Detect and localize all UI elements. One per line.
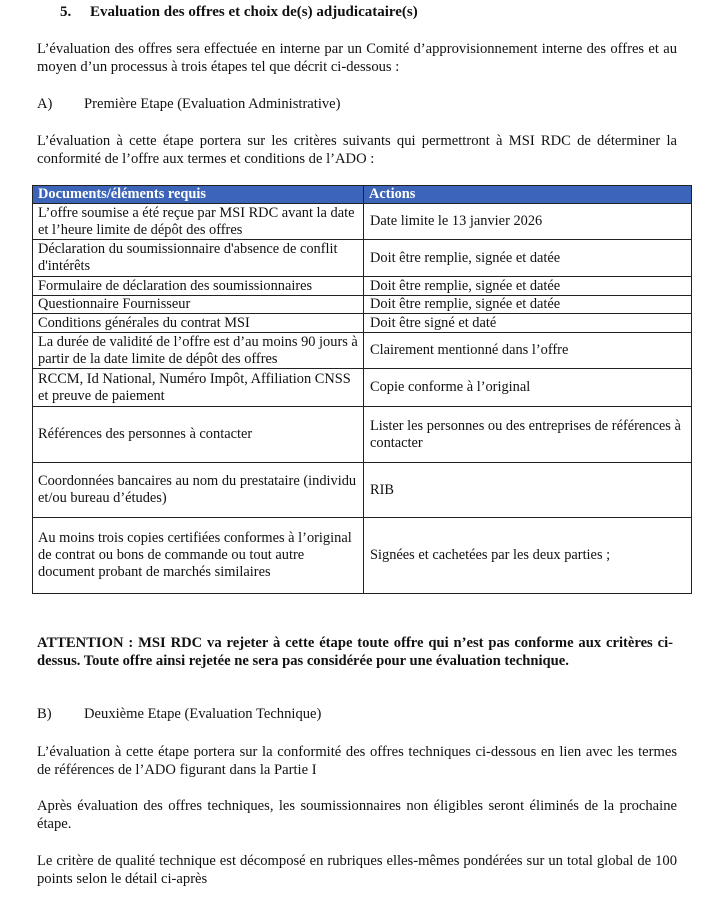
required-action: RIB [364,463,692,518]
step-a-heading [37,96,341,113]
required-action: Date limite le 13 janvier 2026 [364,204,692,240]
required-action: Lister les personnes ou des entreprises de références à contacter [364,407,692,463]
required-document: Questionnaire Fournisseur [33,296,364,314]
table-header-row [33,186,692,204]
table-row [33,314,692,333]
section-title: Evaluation des offres et choix de(s) adjudicataire(s) [90,4,418,20]
step-a-intro: L’évaluation à cette étape portera sur les critères suivants qui permettront à MSI RDC de déterminer la conformité de l’offre aux termes et conditions de l’ADO : [37,133,677,167]
step-a-letter: A) [37,96,53,112]
required-document: Formulaire de déclaration des soumissionnaires [33,277,364,296]
table-row [33,369,692,407]
required-action: Doit être remplie, signée et datée [364,277,692,296]
required-document: L’offre soumise a été reçue par MSI RDC avant la date et l’heure limite de dépôt des offres [33,204,364,240]
step-b-heading [37,706,321,723]
step-b-title: Deuxième Etape (Evaluation Technique) [84,706,322,722]
required-action: Doit être signé et daté [364,314,692,333]
step-b-letter: B) [37,706,52,722]
table-row [33,240,692,277]
header-actions: Actions [364,186,692,204]
section-heading [60,4,418,21]
section-number: 5. [60,4,72,20]
table-row [33,296,692,314]
required-action: Doit être remplie, signée et datée [364,240,692,277]
table-row [33,518,692,594]
required-document: Références des personnes à contacter [33,407,364,463]
step-b-criteria: Le critère de qualité technique est décomposé en rubriques elles-mêmes pondérées sur un total global de 100 points selon le détail ci-après [37,853,677,887]
table-row [33,407,692,463]
required-document: RCCM, Id National, Numéro Impôt, Affiliation CNSS et preuve de paiement [33,369,364,407]
table-row [33,333,692,369]
required-document: Au moins trois copies certifiées conformes à l’original de contrat ou bons de commande ou tout autre document probant de marchés similaires [33,518,364,594]
requirements-table [32,185,692,594]
required-action: Clairement mentionné dans l’offre [364,333,692,369]
required-document: Conditions générales du contrat MSI [33,314,364,333]
required-document: La durée de validité de l’offre est d’au moins 90 jours à partir de la date limite de dépôt des offres [33,333,364,369]
required-document: Coordonnées bancaires au nom du prestataire (individu et/ou bureau d’études) [33,463,364,518]
required-action: Signées et cachetées par les deux parties ; [364,518,692,594]
step-a-title: Première Etape (Evaluation Administrative) [84,96,341,112]
required-action: Copie conforme à l’original [364,369,692,407]
table-row [33,277,692,296]
step-b-intro: L’évaluation à cette étape portera sur la conformité des offres techniques ci-dessous en lien avec les termes de références de l’ADO figurant dans la Partie I [37,744,677,778]
step-b-elimination: Après évaluation des offres techniques, les soumissionnaires non éligibles seront éliminés de la prochaine étape. [37,798,677,832]
table-row [33,204,692,240]
table-row [33,463,692,518]
intro-paragraph: L’évaluation des offres sera effectuée en interne par un Comité d’approvisionnement interne des offres et au moyen d’un processus à trois étapes tel que décrit ci-dessous : [37,41,677,75]
header-documents: Documents/éléments requis [33,186,364,204]
required-action: Doit être remplie, signée et datée [364,296,692,314]
attention-notice: ATTENTION : MSI RDC va rejeter à cette étape toute offre qui n’est pas conforme aux critères ci-dessus. Toute offre ainsi rejetée ne sera pas considérée pour une évaluation technique. [37,635,673,669]
required-document: Déclaration du soumissionnaire d'absence de conflit d'intérêts [33,240,364,277]
